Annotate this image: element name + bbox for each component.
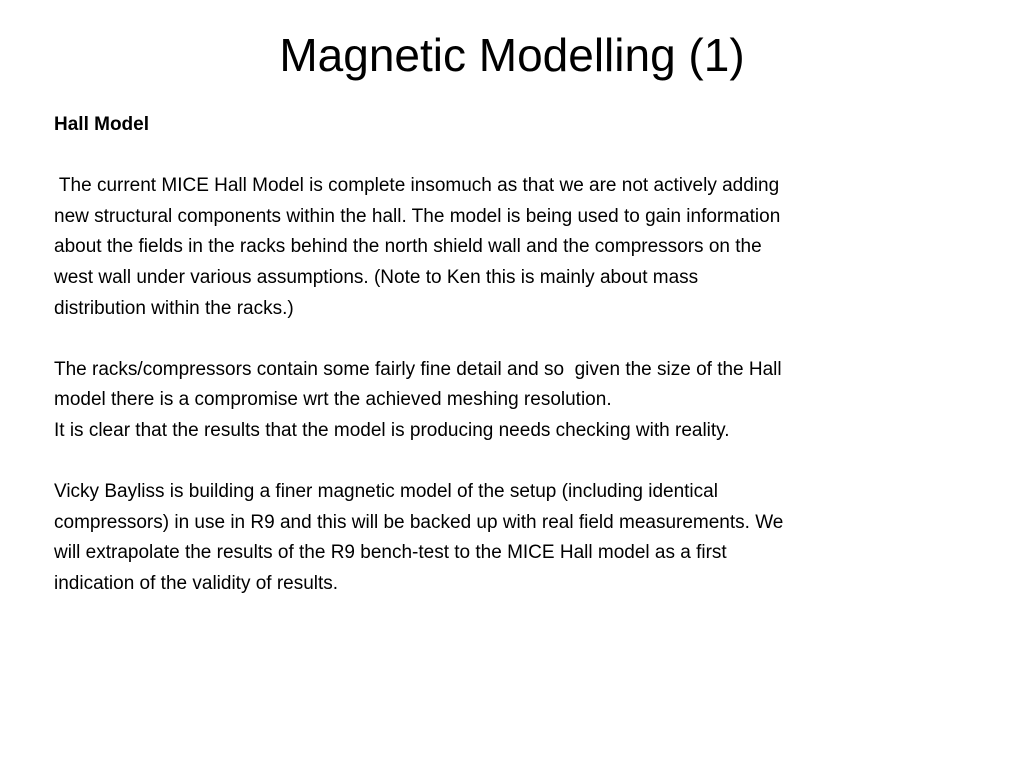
paragraph-r9-model	[54, 477, 974, 599]
text-line: new structural components within the hall. The model is being used to gain information	[54, 205, 781, 227]
section-heading: Hall Model	[54, 114, 150, 135]
text-line: Vicky Bayliss is building a finer magnetic model of the setup (including identical	[54, 481, 718, 503]
text-line: about the fields in the racks behind the north shield wall and the compressors on the	[54, 236, 762, 258]
text-line: west wall under various assumptions. (Note to Ken this is mainly about mass	[54, 266, 699, 288]
text-line: compressors) in use in R9 and this will be backed up with real field measurements. We	[54, 511, 784, 533]
text-line: The racks/compressors contain some fairly fine detail and so given the size of the Hall	[54, 358, 782, 380]
spacer	[54, 324, 974, 355]
text-line: The current MICE Hall Model is complete insomuch as that we are not actively adding	[54, 175, 780, 197]
text-line: will extrapolate the results of the R9 bench-test to the MICE Hall model as a first	[54, 542, 727, 564]
paragraph-checking	[54, 416, 974, 447]
text-line: model there is a compromise wrt the achieved meshing resolution.	[54, 389, 612, 411]
slide-body	[54, 110, 974, 600]
paragraph-hall-model-status	[54, 171, 974, 324]
spacer	[54, 447, 974, 478]
text-line: It is clear that the results that the model is producing needs checking with reality.	[54, 419, 730, 441]
slide-title: Magnetic Modelling (1)	[279, 29, 745, 81]
text-line: indication of the validity of results.	[54, 572, 339, 594]
paragraph-meshing	[54, 355, 974, 416]
text-line: distribution within the racks.)	[54, 297, 294, 319]
spacer	[54, 141, 974, 172]
